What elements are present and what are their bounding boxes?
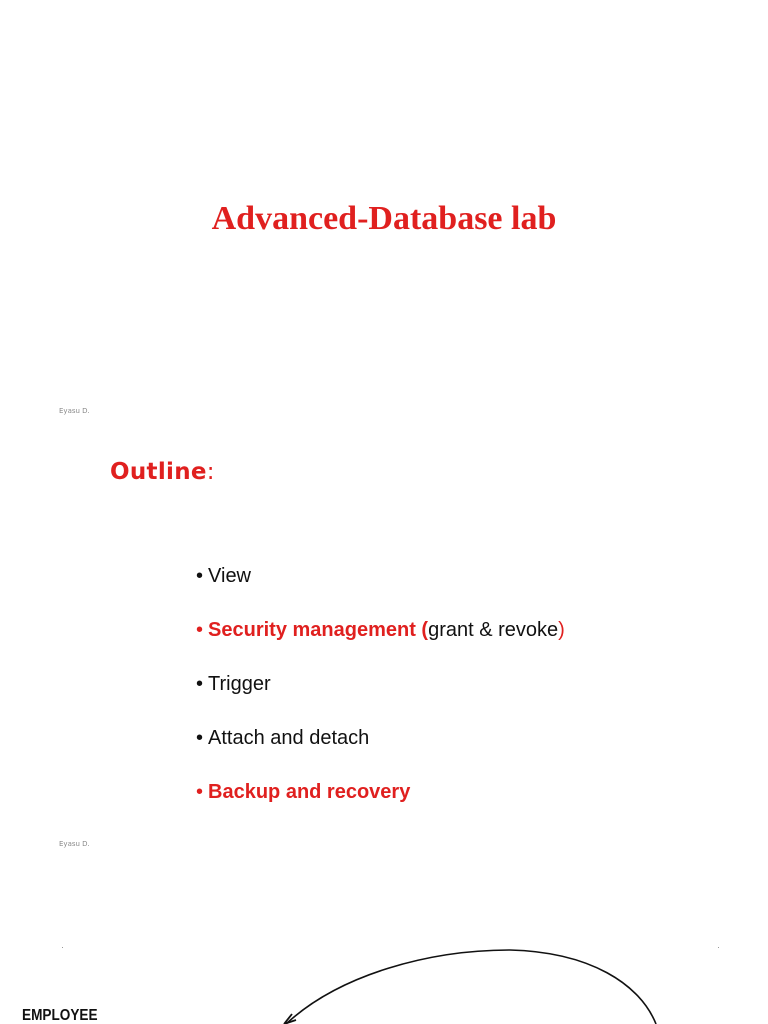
outline-item-text: Attach and detach <box>208 727 370 749</box>
slide-title: Advanced-Database lab <box>211 200 557 237</box>
outline-heading <box>110 459 215 485</box>
outline-item-text-detail: grant & revoke <box>428 619 559 641</box>
outline-item-text: Trigger <box>208 673 271 695</box>
bullet-dot-icon: • <box>196 619 204 641</box>
arrow-head-icon <box>284 1014 296 1024</box>
outline-item-text-highlight: Backup and recovery <box>208 781 411 803</box>
title-slide <box>0 0 768 432</box>
outline-item-trigger <box>196 666 565 720</box>
slide-footer-author: Eyasu D. <box>59 840 90 848</box>
outline-item-text-close-paren: ) <box>558 619 565 641</box>
bullet-dot-icon: • <box>196 565 204 587</box>
bullet-dot-icon: • <box>196 673 204 695</box>
outline-item-backup <box>196 774 565 828</box>
outline-heading-colon: : <box>206 459 215 485</box>
outline-slide <box>0 432 768 864</box>
arc-curve <box>286 950 656 1024</box>
outline-heading-text: Outline <box>110 459 207 485</box>
outline-item-text: View <box>208 565 252 587</box>
outline-item-view <box>196 558 565 612</box>
entity-label-employee: EMPLOYEE <box>22 1007 98 1024</box>
outline-list <box>196 558 565 828</box>
outline-item-text-highlight: Security management ( <box>208 619 429 641</box>
relationship-arc <box>0 864 768 1024</box>
bullet-dot-icon: • <box>196 727 204 749</box>
outline-item-attach <box>196 720 565 774</box>
diagram-slide <box>0 864 768 1024</box>
slide-footer-author: Eyasu D. <box>59 407 90 415</box>
outline-item-security <box>196 612 565 666</box>
bullet-dot-icon: • <box>196 781 204 803</box>
